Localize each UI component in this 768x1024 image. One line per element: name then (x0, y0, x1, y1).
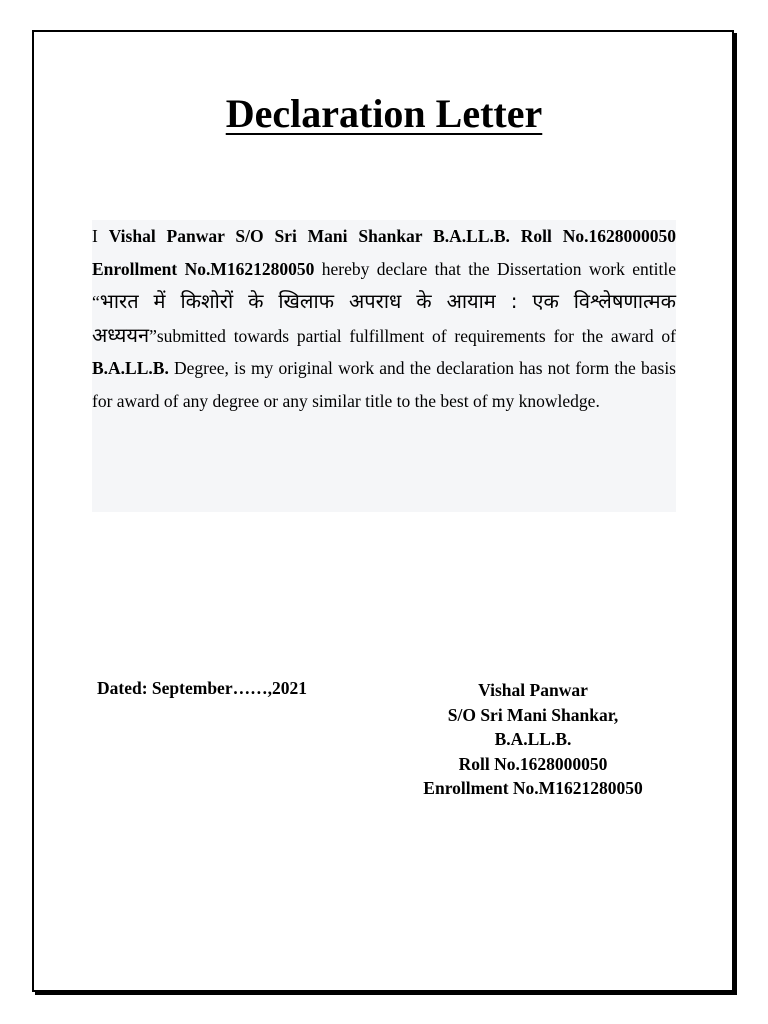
signatory-roll-number: Roll No.1628000050 (458, 753, 608, 774)
body-text-declare: hereby declare that the Dissertation work entitle “ (92, 258, 676, 312)
signatory-relation: S/O Sri Mani Shankar, (447, 704, 619, 725)
signatory-degree: B.A.LL.B. (494, 729, 572, 749)
declarant-details: Vishal Panwar S/O Sri Mani Shankar B.A.LL.B. Roll No.1628000050 Enrollment No.M1621280050 (92, 226, 676, 279)
date-line: Dated: September……,2021 (97, 678, 307, 698)
body-text-intro: I (92, 226, 109, 246)
signatory-name: Vishal Panwar (478, 680, 588, 700)
title-text: Declaration Letter (225, 91, 543, 136)
degree-name: B.A.LL.B. (92, 358, 169, 378)
declaration-body (92, 220, 676, 512)
page-title (0, 90, 768, 137)
signature-block (398, 678, 668, 801)
dissertation-title: भारत में किशोरों के खिलाफ अपराध के आयाम : एक विश्लेषणात्मक अध्ययन (92, 289, 676, 347)
body-text-closing: Degree, is my original work and the declaration has not form the basis for award of any degree or any similar title to the best of my knowledge. (92, 358, 676, 411)
body-text-submitted: ”submitted towards partial fulfillment of requirements for the award of (149, 325, 676, 346)
signatory-enrollment-number: Enrollment No.M1621280050 (423, 778, 643, 798)
